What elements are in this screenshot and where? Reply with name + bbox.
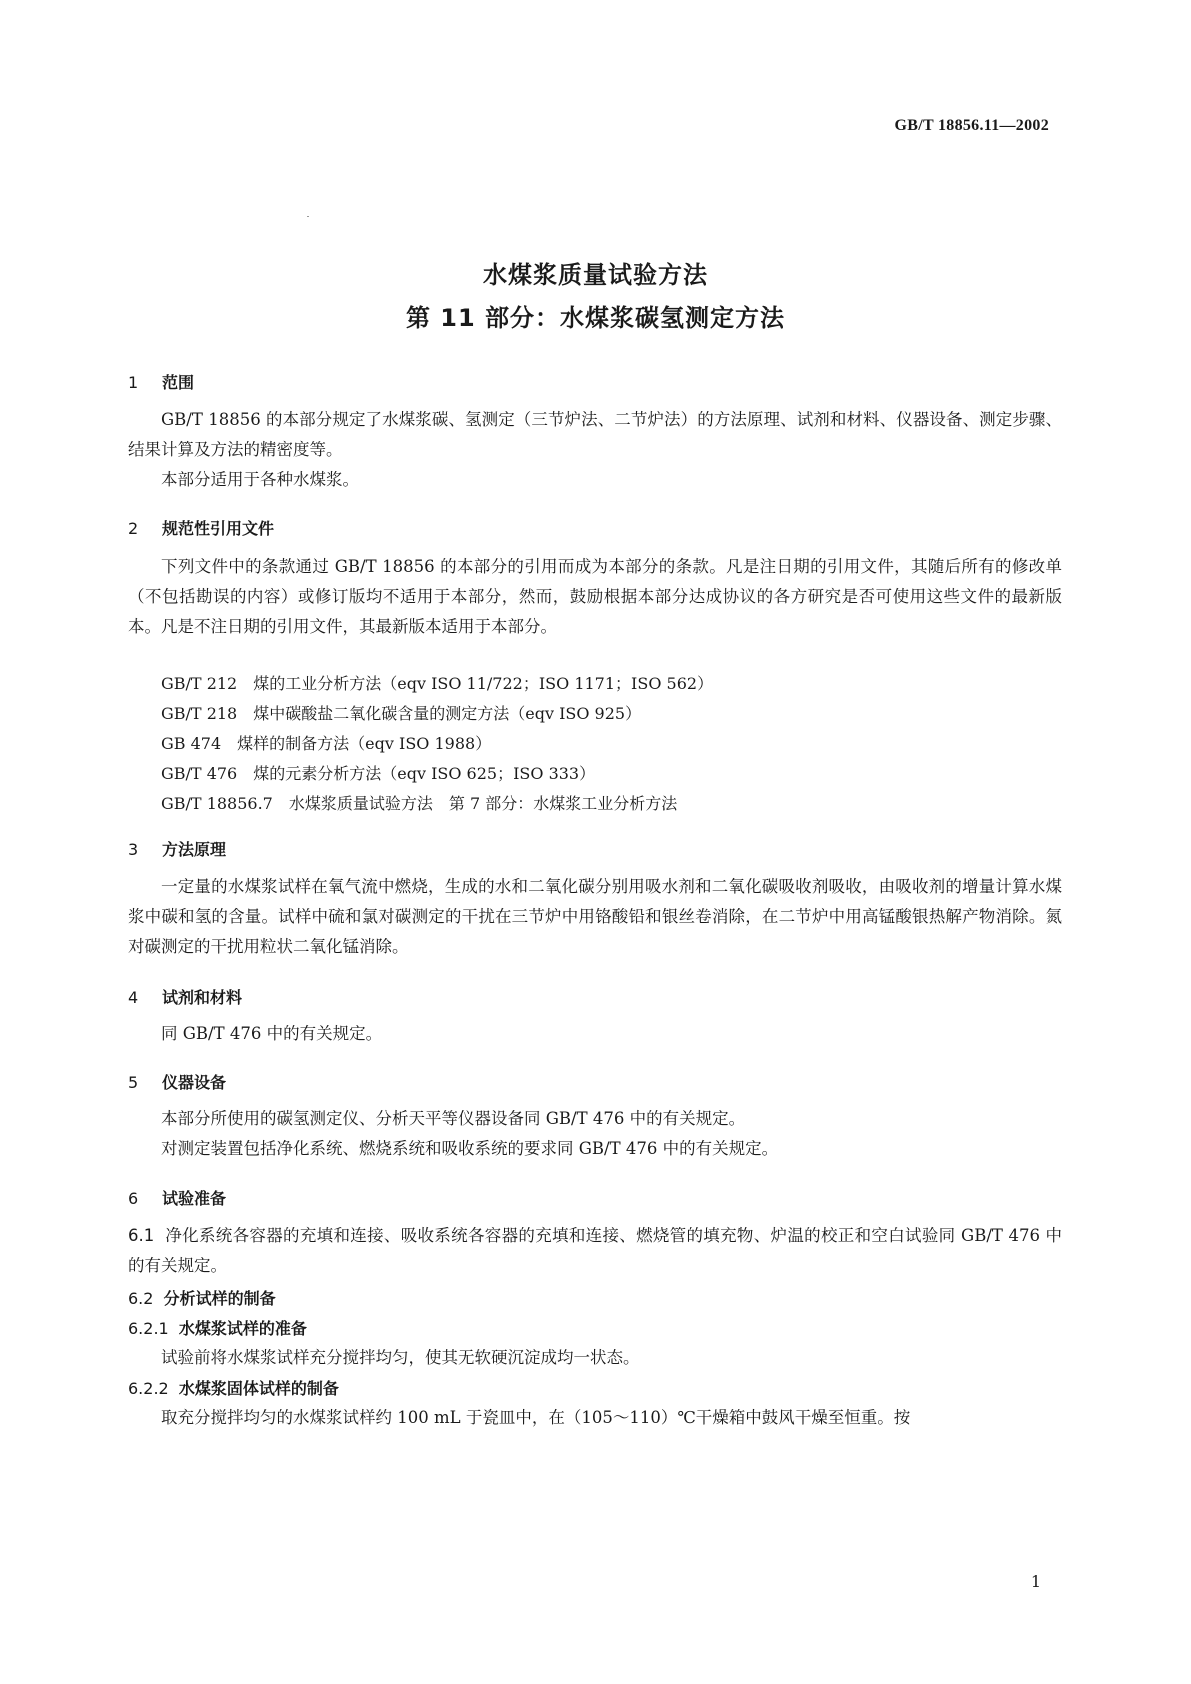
normative-reference: GB/T 18856.7 水煤浆质量试验方法 第 7 部分：水煤浆工业分析方法 <box>161 794 678 813</box>
normative-reference: GB 474 煤样的制备方法（eqv ISO 1988） <box>161 734 492 753</box>
section-title: 方法原理 <box>162 840 227 859</box>
clause-number: 6.2.2 <box>128 1379 169 1398</box>
clause-heading-6-2-1 <box>128 1316 307 1339</box>
clause-heading-6-2 <box>128 1286 276 1309</box>
section-title: 试剂和材料 <box>162 988 243 1007</box>
section-number: 2 <box>128 519 139 538</box>
section-heading-4 <box>128 985 242 1008</box>
section-1-paragraph-1: GB/T 18856 的本部分规定了水煤浆碳、氢测定（三节炉法、二节炉法）的方法原理、试剂和材料、仪器设备、测定步骤、结果计算及方法的精密度等。 <box>128 410 1062 459</box>
section-heading-3 <box>128 837 226 860</box>
section-2-paragraph-1: 下列文件中的条款通过 GB/T 18856 的本部分的引用而成为本部分的条款。凡是注日期的引用文件，其随后所有的修改单（不包括勘误的内容）或修订版均不适用于本部分，然而，鼓励根据本部分达成协议的各方研究是否可使用这些文件的最新版本。凡是不注日期的引用文件，其最新版本适用于本部分。 <box>128 557 1062 636</box>
section-number: 5 <box>128 1073 139 1092</box>
standard-number: GB/T 18856.11—2002 <box>894 117 1049 134</box>
section-title: 试验准备 <box>162 1189 227 1208</box>
section-number: 3 <box>128 840 139 859</box>
section-title: 规范性引用文件 <box>162 519 275 538</box>
section-title: 仪器设备 <box>162 1073 227 1092</box>
scan-speck <box>307 216 309 217</box>
clause-6-2-1-text: 试验前将水煤浆试样充分搅拌均匀，使其无软硬沉淀成均一状态。 <box>161 1348 640 1367</box>
clause-title: 分析试样的制备 <box>163 1289 276 1308</box>
clause-heading-6-2-2 <box>128 1376 339 1399</box>
document-title: 水煤浆质量试验方法 <box>483 261 708 289</box>
normative-reference: GB/T 476 煤的元素分析方法（eqv ISO 625；ISO 333） <box>161 764 596 783</box>
normative-reference: GB/T 212 煤的工业分析方法（eqv ISO 11/722；ISO 1171；ISO 562） <box>161 674 714 693</box>
section-heading-5 <box>128 1070 226 1093</box>
document-subtitle: 第 11 部分：水煤浆碳氢测定方法 <box>405 304 786 332</box>
clause-number: 6.2.1 <box>128 1319 169 1338</box>
page-number: 1 <box>1030 1572 1041 1591</box>
section-5-paragraph-2: 对测定装置包括净化系统、燃烧系统和吸收系统的要求同 GB/T 476 中的有关规定。 <box>161 1139 779 1158</box>
clause-text: 净化系统各容器的充填和连接、吸收系统各容器的充填和连接、燃烧管的填充物、炉温的校正和空白试验同 GB/T 476 中的有关规定。 <box>128 1226 1062 1275</box>
clause-6-2-2-text: 取充分搅拌均匀的水煤浆试样约 100 mL 于瓷皿中，在（105～110）℃干燥箱中鼓风干燥至恒重。按 <box>161 1408 911 1427</box>
clause-number: 6.1 <box>128 1226 155 1245</box>
section-4-paragraph-1: 同 GB/T 476 中的有关规定。 <box>161 1024 383 1043</box>
section-5-paragraph-1: 本部分所使用的碳氢测定仪、分析天平等仪器设备同 GB/T 476 中的有关规定。 <box>161 1109 746 1128</box>
section-1-paragraph-2: 本部分适用于各种水煤浆。 <box>161 470 359 489</box>
section-number: 6 <box>128 1189 139 1208</box>
section-number: 1 <box>128 373 139 392</box>
section-heading-1 <box>128 370 194 393</box>
section-heading-2 <box>128 516 274 539</box>
section-number: 4 <box>128 988 139 1007</box>
section-heading-6 <box>128 1186 226 1209</box>
section-title: 范围 <box>162 373 195 392</box>
section-3-paragraph-1: 一定量的水煤浆试样在氧气流中燃烧，生成的水和二氧化碳分别用吸水剂和二氧化碳吸收剂吸收，由吸收剂的增量计算水煤浆中碳和氢的含量。试样中硫和氯对碳测定的干扰在三节炉中用铬酸铅和银丝卷消除，在二节炉中用高锰酸银热解产物消除。氮对碳测定的干扰用粒状二氧化锰消除。 <box>128 877 1062 956</box>
clause-number: 6.2 <box>128 1289 154 1308</box>
normative-reference: GB/T 218 煤中碳酸盐二氧化碳含量的测定方法（eqv ISO 925） <box>161 704 642 723</box>
clause-title: 水煤浆固体试样的制备 <box>178 1379 339 1398</box>
clause-title: 水煤浆试样的准备 <box>178 1319 307 1338</box>
clause-6-1 <box>128 1221 1062 1281</box>
